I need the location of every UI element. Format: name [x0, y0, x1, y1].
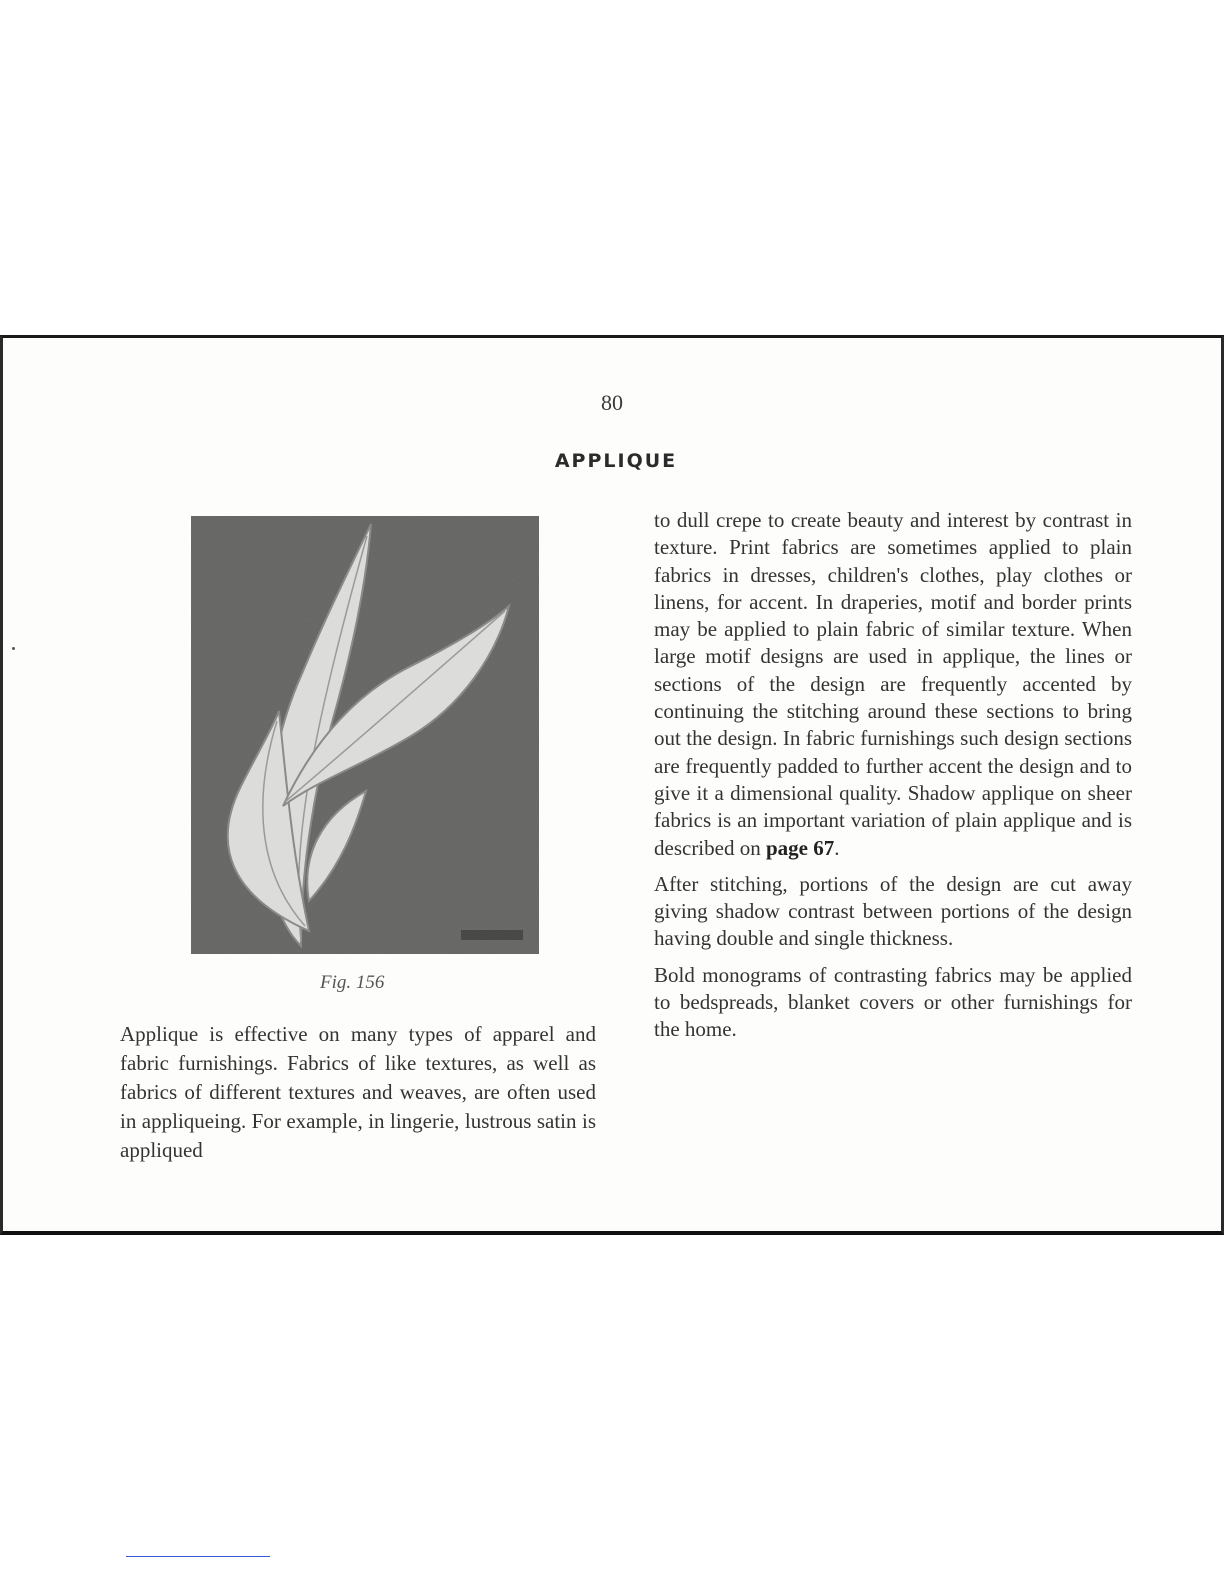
- page-reference: page 67: [765, 835, 835, 860]
- scan-speck: [12, 647, 15, 650]
- footnote-rule: [126, 1556, 270, 1557]
- left-paragraph: Applique is effective on many types of apparel and fabric furnishings. Fabrics of like textures, as well as fabrics of different textures and weaves, are often used in appliqueing. For example, in lingerie, lustrous satin is appliqued: [120, 1022, 596, 1162]
- right-paragraph-1: [654, 507, 1132, 862]
- right-paragraph-2: After stitching, portions of the design are cut away giving shadow contrast between portions of the design having double and single thickness.: [654, 871, 1132, 951]
- left-text-column: [120, 1020, 596, 1165]
- leaf-illustration: [191, 516, 539, 954]
- page-number: 80: [601, 390, 623, 415]
- right-text-column: [654, 507, 1132, 1044]
- right-paragraph-1-end: .: [834, 835, 840, 860]
- figure-caption: Fig. 156: [320, 972, 385, 993]
- section-title: APPLIQUE: [554, 450, 678, 472]
- figure-applique-leaves: [191, 516, 539, 954]
- right-paragraph-1-text: to dull crepe to create beauty and interest by contrast in texture. Print fabrics are sometimes applied to plain fabrics in dresses, children's clothes, play clothes or linens, for accent. In draperies, motif and border prints may be applied to plain fabric of similar texture. When large motif designs are used in applique, the lines or sections of the design are frequently accented by continuing the stitching around these sections to bring out the design. In fabric furnishings such design sections are frequently padded to further accent the design and to give it a dimensional quality. Shadow applique on sheer fabrics is an important variation of plain applique and is described on: [654, 508, 1132, 860]
- photo-stamp-mark: [461, 930, 523, 940]
- right-paragraph-3: Bold monograms of contrasting fabrics may be applied to bedspreads, blanket covers or other furnishings for the home.: [654, 962, 1132, 1042]
